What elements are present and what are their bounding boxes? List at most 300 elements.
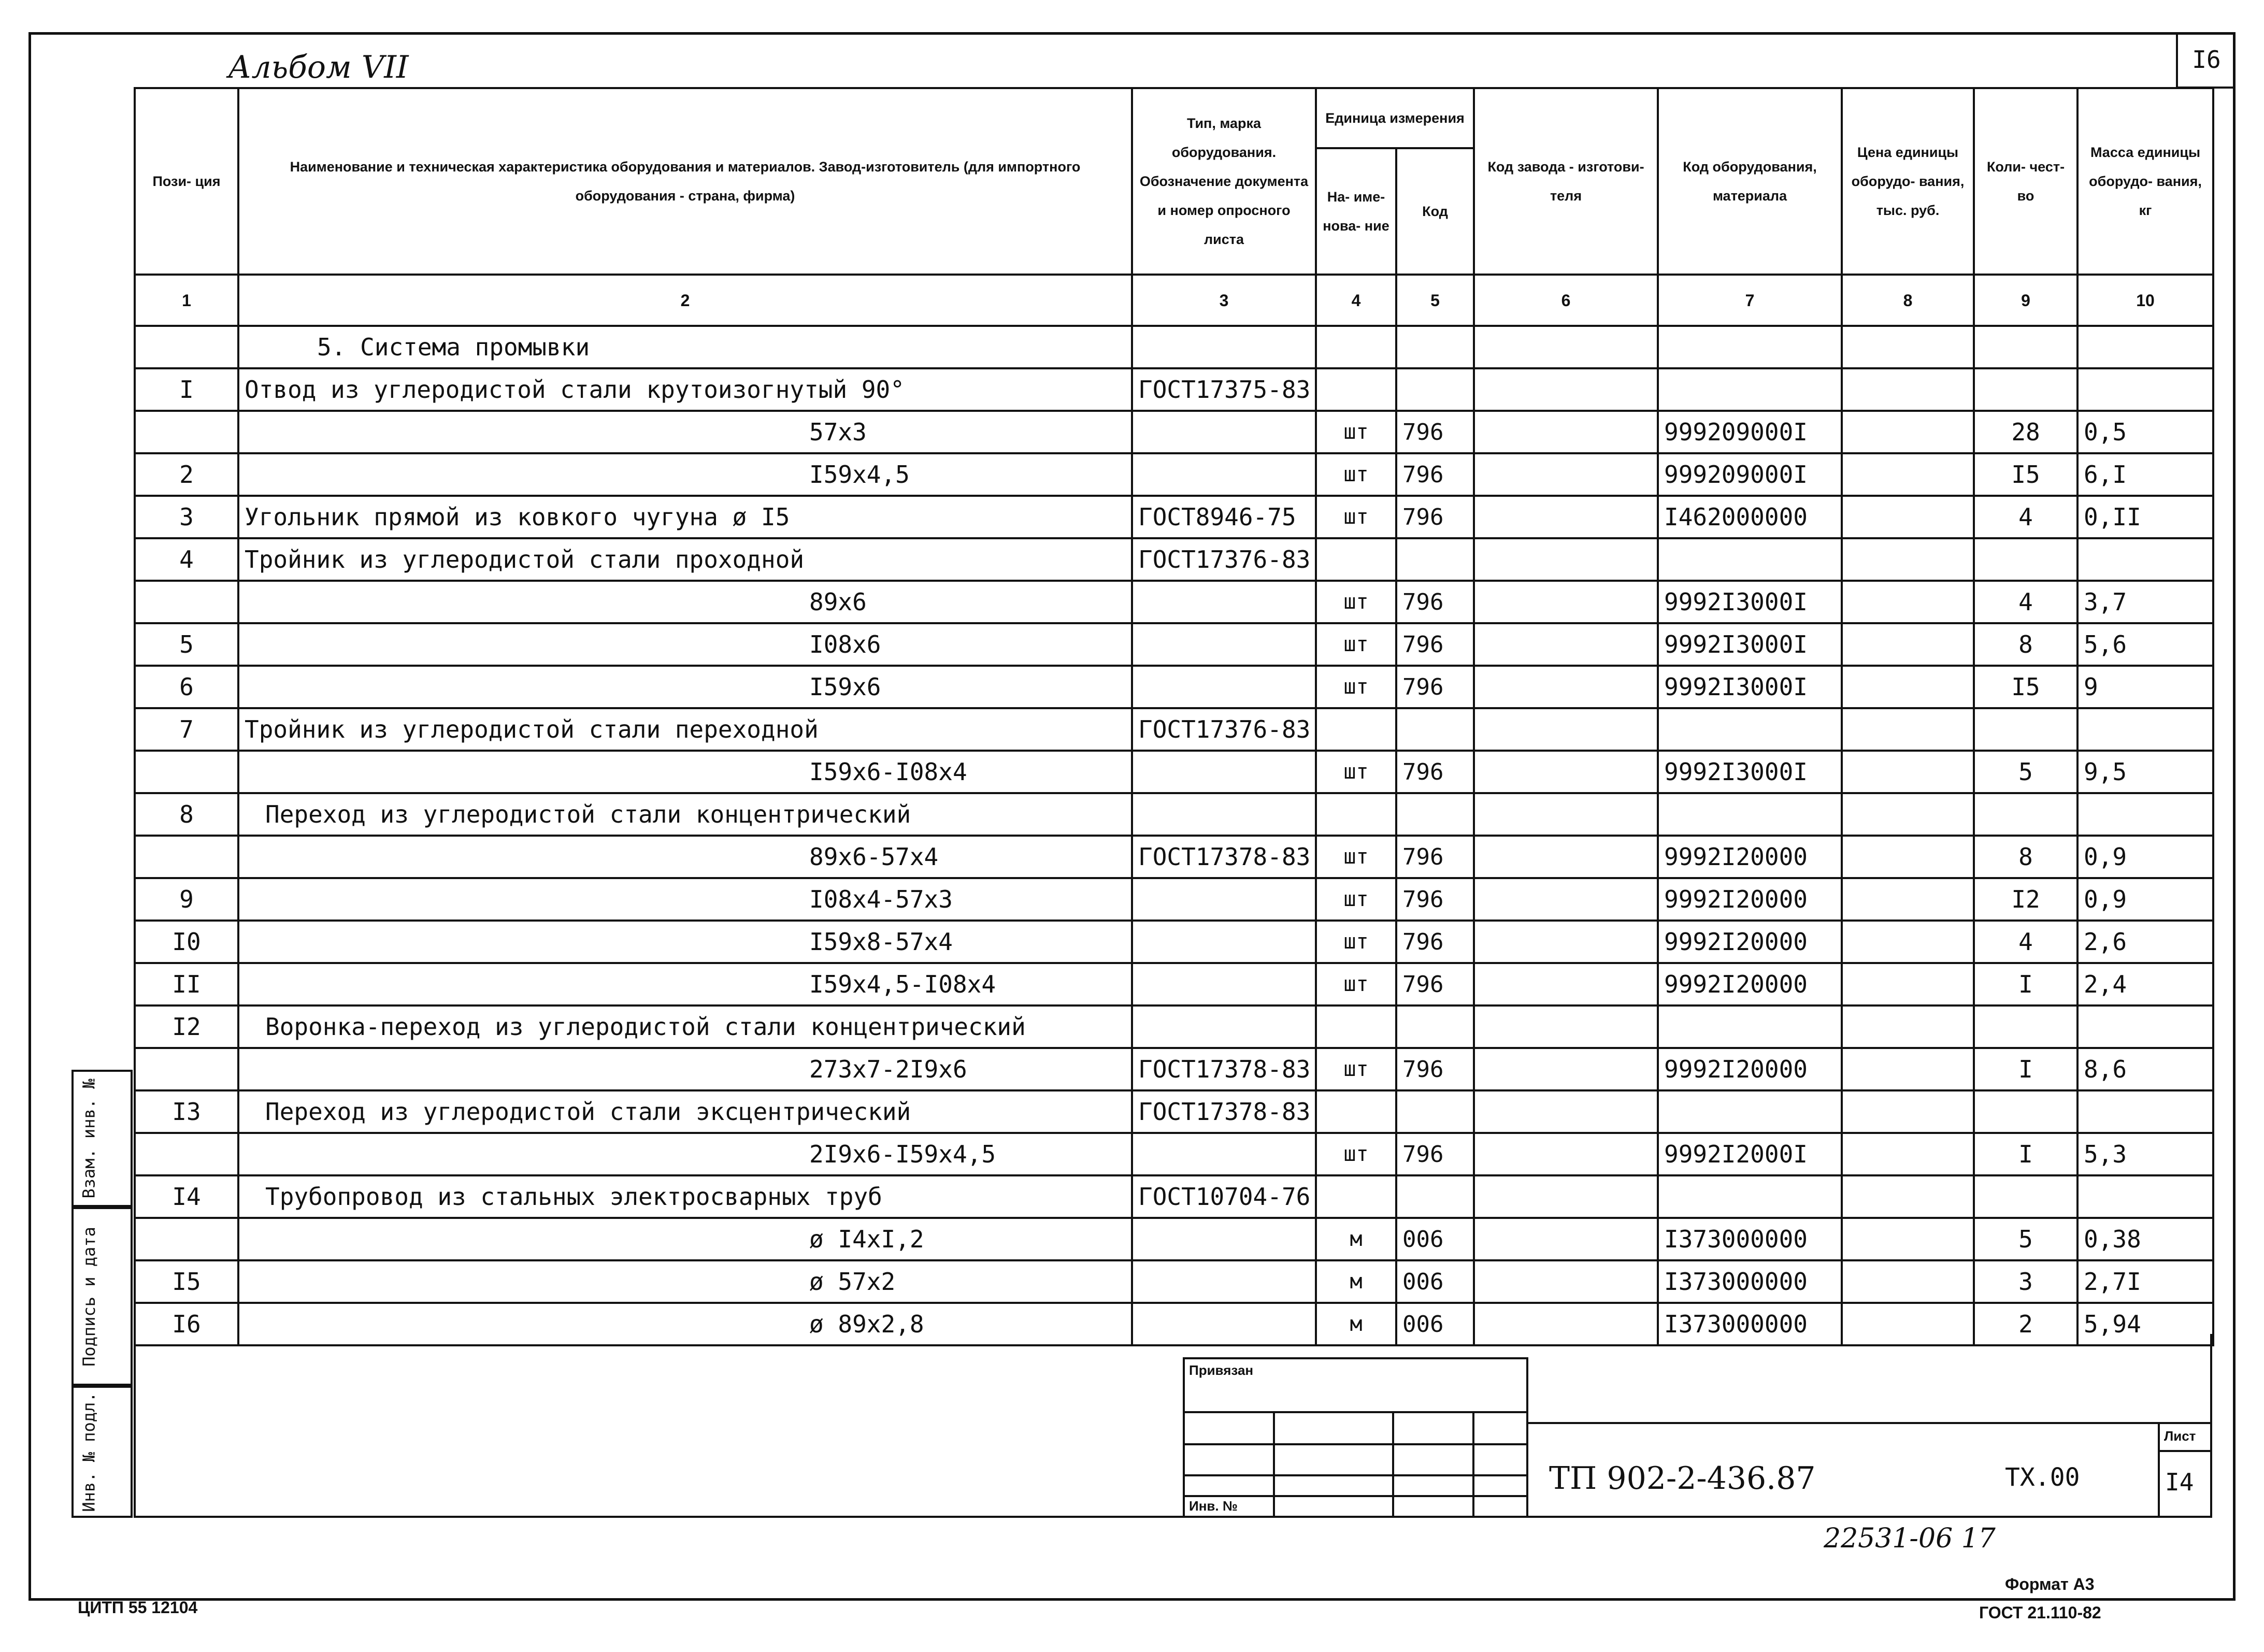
stamp-line [1185,1495,1528,1497]
price-cell [1842,1260,1974,1303]
table-row [135,963,2213,1005]
stamp-inv-label: Инв. № [1189,1498,1238,1514]
type-cell [1132,1005,1316,1048]
plant-code-cell [1474,836,1658,878]
plant-code-cell [1474,581,1658,623]
stamp-line [1273,1411,1275,1518]
price-cell [1842,411,1974,453]
price-cell [1842,1218,1974,1260]
unit-cell: м [1316,1218,1396,1260]
unit-code-cell: 796 [1396,1048,1474,1090]
equip-code-cell: 9992I3000I [1658,581,1842,623]
album-label: Альбом VII [228,49,409,85]
position-cell [135,836,238,878]
name-cell: ø 57х2 [238,1260,1132,1303]
unit-cell: шт [1316,666,1396,708]
unit-cell: шт [1316,836,1396,878]
position-cell: 3 [135,496,238,538]
type-cell [1132,1218,1316,1260]
unit-cell: шт [1316,581,1396,623]
side-block-inv-podl [71,1386,133,1518]
price-cell [1842,581,1974,623]
mass-cell: 2,6 [2077,921,2213,963]
stamp-line [1472,1411,1474,1518]
type-cell [1132,411,1316,453]
price-cell [1842,666,1974,708]
unit-code-cell: 796 [1396,1133,1474,1175]
qty-cell: I [1974,1048,2077,1090]
mass-cell: 2,7I [2077,1260,2213,1303]
unit-cell: шт [1316,1133,1396,1175]
name-cell: 57х3 [238,411,1132,453]
column-number: 7 [1658,275,1842,326]
equip-code-cell [1658,1005,1842,1048]
header-plant-code: Код завода - изготови- теля [1474,88,1658,275]
equip-code-cell: I462000000 [1658,496,1842,538]
table-row [135,411,2213,453]
table-row [135,1260,2213,1303]
equip-code-cell: 9992I20000 [1658,878,1842,921]
unit-code-cell: 796 [1396,623,1474,666]
equip-code-cell: I373000000 [1658,1260,1842,1303]
type-cell [1132,623,1316,666]
price-cell [1842,453,1974,496]
table-row [135,878,2213,921]
table-row [135,1175,2213,1218]
unit-cell: шт [1316,751,1396,793]
position-cell [135,1048,238,1090]
type-cell [1132,1133,1316,1175]
price-cell [1842,793,1974,836]
mass-cell: 0,9 [2077,878,2213,921]
qty-cell [1974,538,2077,581]
table-row [135,453,2213,496]
unit-code-cell: 796 [1396,411,1474,453]
unit-cell: шт [1316,496,1396,538]
unit-cell: шт [1316,623,1396,666]
plant-code-cell [1474,1218,1658,1260]
stamp-line [1185,1443,1528,1445]
price-cell [1842,1005,1974,1048]
gost-label: ГОСТ 21.110-82 [1979,1603,2101,1622]
equip-code-cell: 9992I3000I [1658,751,1842,793]
mass-cell: 6,I [2077,453,2213,496]
equip-code-cell: 9992I20000 [1658,921,1842,963]
position-cell: 9 [135,878,238,921]
position-cell [135,581,238,623]
mass-cell [2077,793,2213,836]
table-row [135,623,2213,666]
table-row [135,1090,2213,1133]
table-row [135,538,2213,581]
mass-cell: 9,5 [2077,751,2213,793]
section-row [135,326,2213,368]
equip-code-cell: 999209000I [1658,411,1842,453]
unit-cell [1316,1005,1396,1048]
name-cell: 89х6 [238,581,1132,623]
name-cell: Трубопровод из стальных электросварных труб [238,1175,1132,1218]
mass-cell: 3,7 [2077,581,2213,623]
plant-code-cell [1474,1090,1658,1133]
type-cell [1132,793,1316,836]
mass-cell: 5,6 [2077,623,2213,666]
mass-cell: 2,4 [2077,963,2213,1005]
unit-cell: шт [1316,411,1396,453]
type-cell: ГОСТ8946-75 [1132,496,1316,538]
type-cell: ГОСТ17378-83 [1132,1048,1316,1090]
format-label: Формат А3 [2005,1575,2095,1593]
column-number: 3 [1132,275,1316,326]
header-qty: Коли- чест- во [1974,88,2077,275]
equip-code-cell: 999209000I [1658,453,1842,496]
name-cell: 273х7-2I9х6 [238,1048,1132,1090]
mass-cell: 0,9 [2077,836,2213,878]
type-cell [1132,666,1316,708]
qty-cell: I5 [1974,666,2077,708]
equip-code-cell [1658,708,1842,751]
unit-code-cell: 796 [1396,581,1474,623]
plant-code-cell [1474,878,1658,921]
unit-code-cell [1396,1090,1474,1133]
table-row [135,581,2213,623]
unit-code-cell [1396,793,1474,836]
qty-cell [1974,1090,2077,1133]
qty-cell: 8 [1974,836,2077,878]
project-code: ТП 902-2-436.87 [1549,1460,1816,1497]
plant-code-cell [1474,708,1658,751]
table-row [135,666,2213,708]
plant-code-cell [1474,793,1658,836]
qty-cell [1974,1005,2077,1048]
unit-code-cell: 006 [1396,1218,1474,1260]
equip-code-cell: 9992I3000I [1658,623,1842,666]
price-cell [1842,368,1974,411]
qty-cell [1974,368,2077,411]
qty-cell: 4 [1974,496,2077,538]
price-cell [1842,751,1974,793]
type-cell: ГОСТ17376-83 [1132,538,1316,581]
unit-code-cell: 796 [1396,666,1474,708]
side-block-vzam [71,1070,133,1207]
unit-cell: шт [1316,878,1396,921]
price-cell [1842,921,1974,963]
equip-code-cell: I373000000 [1658,1303,1842,1345]
unit-cell [1316,1175,1396,1218]
table-row [135,921,2213,963]
table-row [135,708,2213,751]
mass-cell: 5,3 [2077,1133,2213,1175]
unit-cell [1316,793,1396,836]
corner-sheet-number: I6 [2176,32,2235,89]
unit-code-cell: 006 [1396,1303,1474,1345]
position-cell: I [135,368,238,411]
name-cell: Воронка-переход из углеродистой стали концентрический [238,1005,1132,1048]
name-cell: 89х6-57х4 [238,836,1132,878]
unit-code-cell [1396,368,1474,411]
unit-code-cell: 796 [1396,453,1474,496]
name-cell: Переход из углеродистой стали эксцентрический [238,1090,1132,1133]
name-cell: I59х8-57х4 [238,921,1132,963]
plant-code-cell [1474,1175,1658,1218]
position-cell: 7 [135,708,238,751]
unit-code-cell: 796 [1396,963,1474,1005]
position-cell: I5 [135,1260,238,1303]
stamp-line [1185,1474,1528,1476]
stamp-line [1185,1411,1528,1413]
position-cell: II [135,963,238,1005]
unit-code-cell [1396,708,1474,751]
mass-cell: 5,94 [2077,1303,2213,1345]
position-cell: I0 [135,921,238,963]
table-row [135,793,2213,836]
type-cell [1132,1260,1316,1303]
equip-code-cell [1658,538,1842,581]
type-cell [1132,453,1316,496]
header-equip-code: Код оборудования, материала [1658,88,1842,275]
name-cell: Тройник из углеродистой стали проходной [238,538,1132,581]
column-number: 6 [1474,275,1658,326]
plant-code-cell [1474,411,1658,453]
type-cell: ГОСТ17376-83 [1132,708,1316,751]
name-cell: ø I4хI,2 [238,1218,1132,1260]
unit-cell [1316,368,1396,411]
publisher-label: ЦИТП 55 12104 [78,1598,198,1617]
name-cell: Отвод из углеродистой стали крутоизогнутый 90° [238,368,1132,411]
price-cell [1842,708,1974,751]
unit-code-cell [1396,1175,1474,1218]
position-cell: 5 [135,623,238,666]
table-row [135,836,2213,878]
name-cell: I08х4-57х3 [238,878,1132,921]
plant-code-cell [1474,623,1658,666]
name-cell: I59х6-I08х4 [238,751,1132,793]
column-number: 2 [238,275,1132,326]
price-cell [1842,1048,1974,1090]
unit-cell: шт [1316,963,1396,1005]
header-mass: Масса единицы оборудо- вания, кг [2077,88,2213,275]
plant-code-cell [1474,538,1658,581]
column-number: 4 [1316,275,1396,326]
qty-cell: 8 [1974,623,2077,666]
name-cell: Тройник из углеродистой стали переходной [238,708,1132,751]
equip-code-cell: 9992I20000 [1658,1048,1842,1090]
handwritten-number: 22531-06 17 [1824,1523,1996,1554]
position-cell [135,1218,238,1260]
unit-code-cell [1396,538,1474,581]
unit-code-cell: 796 [1396,836,1474,878]
specification-table [134,87,2214,1346]
equip-code-cell: 9992I20000 [1658,836,1842,878]
qty-cell: 4 [1974,921,2077,963]
unit-cell: шт [1316,921,1396,963]
table-row [135,496,2213,538]
name-cell: I59х6 [238,666,1132,708]
unit-code-cell: 796 [1396,921,1474,963]
plant-code-cell [1474,453,1658,496]
unit-cell: м [1316,1260,1396,1303]
mass-cell [2077,368,2213,411]
equip-code-cell [1658,1090,1842,1133]
mass-cell: 8,6 [2077,1048,2213,1090]
unit-code-cell: 796 [1396,878,1474,921]
side-block-podpis [71,1207,133,1386]
price-cell [1842,1133,1974,1175]
unit-cell: шт [1316,1048,1396,1090]
equip-code-cell: I373000000 [1658,1218,1842,1260]
plant-code-cell [1474,1260,1658,1303]
side-label-podpis: Подпись и дата [79,1226,99,1367]
qty-cell: 3 [1974,1260,2077,1303]
plant-code-cell [1474,751,1658,793]
mass-cell [2077,1005,2213,1048]
position-cell: I2 [135,1005,238,1048]
type-cell [1132,878,1316,921]
qty-cell: 28 [1974,411,2077,453]
qty-cell: 2 [1974,1303,2077,1345]
header-type: Тип, марка оборудования. Обозначение документа и номер опросного листа [1132,88,1316,275]
price-cell [1842,623,1974,666]
type-cell [1132,963,1316,1005]
position-cell: I3 [135,1090,238,1133]
equip-code-cell [1658,1175,1842,1218]
equip-code-cell [1658,793,1842,836]
unit-cell [1316,708,1396,751]
mass-cell: 9 [2077,666,2213,708]
mass-cell: 0,38 [2077,1218,2213,1260]
header-unit-name: На- име- нова- ние [1316,148,1396,275]
price-cell [1842,538,1974,581]
table-row [135,368,2213,411]
stamp-bound-label: Привязан [1189,1362,1254,1378]
mass-cell [2077,708,2213,751]
doc-code: ТХ.00 [2005,1463,2080,1492]
plant-code-cell [1474,368,1658,411]
price-cell [1842,963,1974,1005]
qty-cell: I [1974,963,2077,1005]
position-cell: 2 [135,453,238,496]
column-number: 10 [2077,275,2213,326]
plant-code-cell [1474,1005,1658,1048]
qty-cell: I [1974,1133,2077,1175]
header-price: Цена единицы оборудо- вания, тыс. руб. [1842,88,1974,275]
position-cell [135,411,238,453]
table-row [135,1133,2213,1175]
position-cell [135,751,238,793]
header-unit: Единица измерения [1316,88,1474,148]
equip-code-cell: 9992I2000I [1658,1133,1842,1175]
mass-cell [2077,1090,2213,1133]
sheet-label: Лист [2164,1428,2196,1444]
name-cell: ø 89х2,8 [238,1303,1132,1345]
column-number: 8 [1842,275,1974,326]
mass-cell: 0,II [2077,496,2213,538]
qty-cell [1974,708,2077,751]
plant-code-cell [1474,963,1658,1005]
unit-cell [1316,538,1396,581]
qty-cell: I2 [1974,878,2077,921]
table-row [135,751,2213,793]
price-cell [1842,496,1974,538]
price-cell [1842,836,1974,878]
position-cell: I6 [135,1303,238,1345]
type-cell: ГОСТ17378-83 [1132,1090,1316,1133]
table-row [135,1005,2213,1048]
section-title: 5. Система промывки [238,326,1132,368]
equip-code-cell [1658,368,1842,411]
plant-code-cell [1474,921,1658,963]
unit-code-cell [1396,1005,1474,1048]
equip-code-cell: 9992I3000I [1658,666,1842,708]
price-cell [1842,878,1974,921]
type-cell: ГОСТ17378-83 [1132,836,1316,878]
type-cell [1132,751,1316,793]
type-cell [1132,921,1316,963]
table-row [135,1218,2213,1260]
unit-cell: м [1316,1303,1396,1345]
name-cell: Переход из углеродистой стали концентрический [238,793,1132,836]
unit-code-cell: 006 [1396,1260,1474,1303]
position-cell: 4 [135,538,238,581]
column-number: 5 [1396,275,1474,326]
position-cell [135,1133,238,1175]
name-cell: Угольник прямой из ковкого чугуна ø I5 [238,496,1132,538]
name-cell: I59х4,5 [238,453,1132,496]
price-cell [1842,1090,1974,1133]
plant-code-cell [1474,496,1658,538]
column-number: 9 [1974,275,2077,326]
header-pos: Пози- ция [135,88,238,275]
position-cell: I4 [135,1175,238,1218]
header-name: Наименование и техническая характеристика оборудования и материалов. Завод-изготовитель (для импортного оборудования - страна, фирма) [238,88,1132,275]
unit-cell [1316,1090,1396,1133]
side-label-vzam: Взам. инв. № [79,1078,99,1199]
qty-cell: 5 [1974,751,2077,793]
qty-cell [1974,793,2077,836]
qty-cell: 4 [1974,581,2077,623]
plant-code-cell [1474,1133,1658,1175]
plant-code-cell [1474,666,1658,708]
table-row [135,1048,2213,1090]
plant-code-cell [1474,1048,1658,1090]
stamp-line [1392,1411,1394,1518]
position-cell: 8 [135,793,238,836]
type-cell: ГОСТ10704-76 [1132,1175,1316,1218]
position-cell: 6 [135,666,238,708]
header-unit-code: Код [1396,148,1474,275]
project-code-block [1528,1422,2212,1518]
sheet-number: I4 [2165,1468,2194,1496]
column-number: 1 [135,275,238,326]
equip-code-cell: 9992I20000 [1658,963,1842,1005]
name-cell: 2I9х6-I59х4,5 [238,1133,1132,1175]
unit-code-cell: 796 [1396,496,1474,538]
price-cell [1842,1175,1974,1218]
side-label-inv-podl: Инв. № подл. [79,1391,99,1512]
type-cell: ГОСТ17375-83 [1132,368,1316,411]
unit-code-cell: 796 [1396,751,1474,793]
qty-cell [1974,1175,2077,1218]
mass-cell: 0,5 [2077,411,2213,453]
binding-stamp [1183,1357,1528,1518]
qty-cell: 5 [1974,1218,2077,1260]
name-cell: I59х4,5-I08х4 [238,963,1132,1005]
name-cell: I08х6 [238,623,1132,666]
type-cell [1132,581,1316,623]
mass-cell [2077,1175,2213,1218]
mass-cell [2077,538,2213,581]
qty-cell: I5 [1974,453,2077,496]
unit-cell: шт [1316,453,1396,496]
